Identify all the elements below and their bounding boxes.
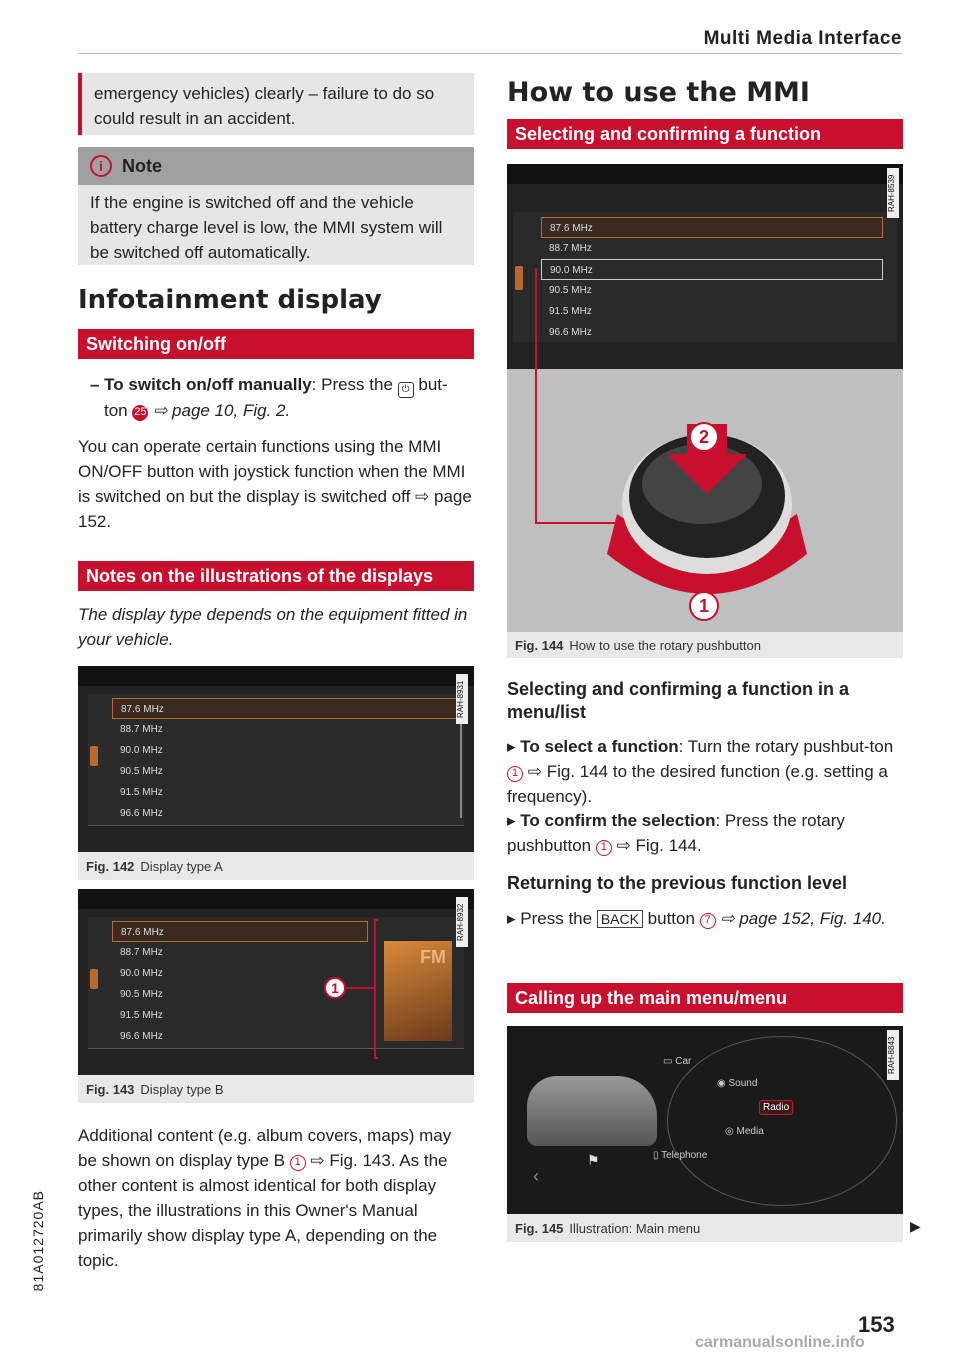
menu-radio: Radio — [759, 1100, 793, 1115]
freq-item: 91.5 MHz — [120, 1010, 163, 1021]
info-icon: i — [90, 155, 112, 177]
bullet-text: button — [642, 909, 700, 928]
menu-car: ▭ Car — [663, 1056, 692, 1067]
figure-code: RAH-8843 — [887, 1030, 899, 1080]
freq-item: 87.6 MHz — [541, 217, 883, 238]
freq-item: 91.5 MHz — [549, 306, 592, 317]
speaker-icon: ◉ — [717, 1078, 729, 1089]
freq-item: 90.0 MHz — [120, 745, 163, 756]
figure-code: RAH-8932 — [456, 897, 468, 947]
bullet-arrow-icon: ▸ — [507, 737, 521, 756]
callout-2: 2 — [689, 422, 719, 452]
figure-144-rotary — [507, 164, 903, 632]
callout-ref: 1 — [507, 766, 523, 782]
freq-item: 87.6 MHz — [112, 921, 368, 942]
caption-145 — [507, 1214, 903, 1242]
bullet-text: ⇨ Fig. 144 to the desired function (e.g. setting a frequency). — [507, 762, 888, 806]
bottom-text-b: ⇨ Fig. 143. As the other content is almost identical for both display types, the illustrations in this Owner's Manual primarily show display type A, depending on the topic. — [78, 1151, 448, 1270]
caption-144 — [507, 632, 903, 658]
caption-number: Fig. 143 — [86, 1081, 135, 1097]
list-marker — [90, 969, 98, 989]
bullet-arrow-icon: ▸ — [507, 909, 521, 928]
fm-label: FM — [420, 947, 446, 967]
flag-icon: ⚑ — [587, 1152, 600, 1168]
freq-item: 90.5 MHz — [120, 766, 163, 777]
back-button-label: BACK — [597, 910, 643, 928]
notes-italic: The display type depends on the equipment fitted in your vehicle. — [78, 605, 468, 649]
switch-lead: – To switch on/off manually — [90, 375, 312, 394]
freq-item: 88.7 MHz — [549, 243, 592, 254]
note-header — [78, 147, 474, 185]
car-image — [527, 1076, 657, 1146]
caption-143 — [78, 1075, 474, 1103]
warning-continuation: emergency vehicles) clearly – failure to do so could result in an accident. — [78, 73, 474, 135]
bullet-back — [507, 906, 903, 932]
continue-arrow-icon: ▶ — [910, 1218, 921, 1234]
freq-item: 96.6 MHz — [120, 1031, 163, 1042]
freq-item: 88.7 MHz — [120, 724, 163, 735]
freq-item: 90.5 MHz — [120, 989, 163, 1000]
subsection-main-menu: Calling up the main menu/menu — [507, 983, 903, 1013]
freq-list-142 — [112, 698, 458, 824]
h3-returning: Returning to the previous function level — [507, 873, 848, 893]
bullet-lead: To confirm the selection — [520, 811, 716, 830]
bullet-lead: To select a function — [520, 737, 679, 756]
callout-ref: 7 — [700, 913, 716, 929]
freq-list-144 — [541, 217, 883, 343]
caption-142 — [78, 852, 474, 880]
watermark: carmanualsonline.info — [695, 1334, 865, 1351]
switch-text-b: but- — [413, 375, 448, 394]
bullet-text: : Turn the rotary pushbut-ton — [678, 737, 894, 756]
note-body: If the engine is switched off and the vehicle battery charge level is low, the MMI system will be switched off automatically. — [78, 185, 474, 265]
caption-number: Fig. 145 — [515, 1220, 564, 1236]
freq-item: 96.6 MHz — [120, 808, 163, 819]
album-art — [384, 941, 452, 1041]
callout-ref: 1 — [290, 1155, 306, 1171]
note-label: Note — [122, 155, 162, 176]
figure-code: RAH-8931 — [456, 674, 468, 724]
menu-media: ◎ Media — [725, 1126, 764, 1137]
caption-number: Fig. 144 — [515, 637, 564, 653]
section-title-mmi: How to use the MMI — [507, 77, 810, 108]
bullet-select — [507, 734, 903, 809]
switch-ref[interactable]: ⇨ page 10, Fig. 2. — [153, 401, 291, 420]
caption-text: Display type B — [140, 1081, 224, 1097]
callout-bracket — [374, 919, 378, 1059]
callout-25: 25 — [132, 405, 148, 421]
document-code: 81A012720AB — [30, 1190, 46, 1292]
caption-number: Fig. 142 — [86, 858, 135, 874]
subsection-switching: Switching on/off — [78, 329, 474, 359]
list-marker — [90, 746, 98, 766]
bottom-text-a: Additional content (e.g. album covers, maps) may be shown on display type B — [78, 1126, 452, 1170]
bullet-ref[interactable]: ⇨ page 152, Fig. 140. — [715, 909, 886, 928]
section-title-infotainment: Infotainment display — [78, 285, 382, 315]
page-number: 153 — [858, 1312, 895, 1337]
header-rule — [78, 53, 902, 54]
bottom-paragraph — [78, 1123, 474, 1273]
car-icon: ▭ — [663, 1056, 676, 1067]
freq-item: 96.6 MHz — [549, 327, 592, 338]
figure-142-display-a — [78, 666, 474, 852]
switch-text-a: : Press the — [311, 375, 398, 394]
callout-1: 1 — [689, 591, 719, 621]
switch-paragraph: You can operate certain functions using the MMI ON/OFF button with joystick function when the MMI is switched on but the display is switched off ⇨ page 152. — [78, 437, 472, 531]
subsection-selecting: Selecting and confirming a function — [507, 119, 903, 149]
callout-ref: 1 — [596, 840, 612, 856]
menu-sound: ◉ Sound — [717, 1078, 758, 1089]
power-button-icon: ⏻ — [398, 382, 414, 398]
bullet-text: ⇨ Fig. 144. — [611, 836, 702, 855]
h3-selecting-menu: Selecting and confirming a function in a menu/list — [507, 679, 850, 722]
figure-145-main-menu — [507, 1026, 903, 1214]
callout-1: 1 — [324, 977, 346, 999]
figure-143-display-b — [78, 889, 474, 1075]
switch-instruction — [90, 372, 474, 423]
menu-telephone: ▯ Telephone — [653, 1150, 708, 1161]
back-chevron-icon: ‹ — [533, 1166, 539, 1186]
caption-text: Illustration: Main menu — [569, 1220, 701, 1236]
subsection-notes: Notes on the illustrations of the displays — [78, 561, 474, 591]
bullet-text: : Press the rotary pushbutton — [507, 811, 845, 855]
caption-text: How to use the rotary pushbutton — [569, 637, 761, 653]
running-header: Multi Media Interface — [703, 28, 902, 49]
freq-item: 90.0 MHz — [120, 968, 163, 979]
freq-item: 91.5 MHz — [120, 787, 163, 798]
freq-item: 88.7 MHz — [120, 947, 163, 958]
phone-icon: ▯ — [653, 1150, 662, 1161]
figure-code: RAH-8539 — [887, 168, 899, 218]
caption-text: Display type A — [140, 858, 223, 874]
disc-icon: ◎ — [725, 1126, 737, 1137]
freq-item: 90.0 MHz — [541, 259, 883, 280]
bullet-arrow-icon: ▸ — [507, 811, 521, 830]
bullet-text: Press the — [520, 909, 597, 928]
switch-text-c: ton — [104, 401, 133, 420]
freq-item: 90.5 MHz — [549, 285, 592, 296]
list-marker — [515, 266, 523, 290]
bullet-confirm — [507, 808, 903, 858]
freq-item: 87.6 MHz — [112, 698, 458, 719]
